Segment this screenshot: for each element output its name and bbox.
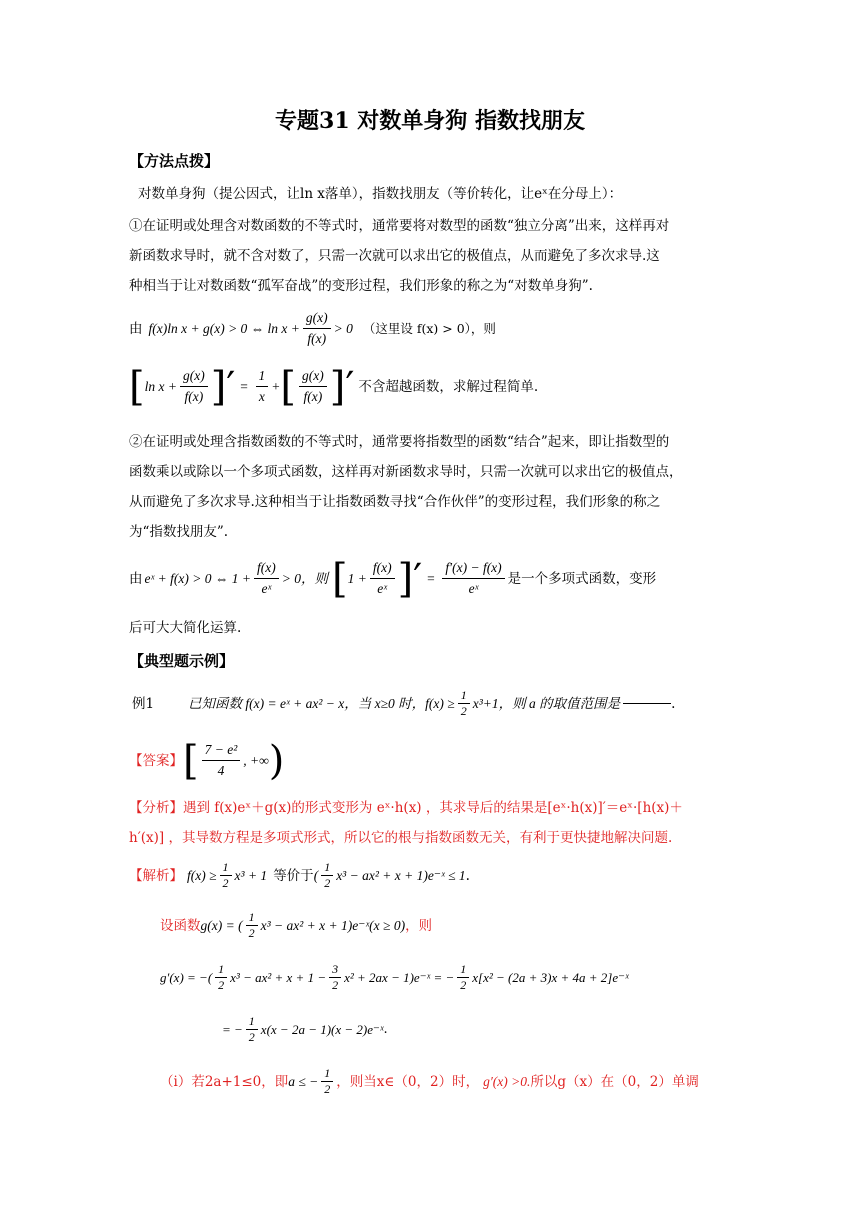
fraction-half bbox=[457, 962, 469, 993]
example-text-a: 已知函数 f(x) = eˣ + ax² − x，当 x≥0 时，f(x) ≥ bbox=[188, 695, 455, 711]
right-bracket: ]′ bbox=[397, 555, 423, 602]
solution-line-3 bbox=[160, 962, 629, 993]
fraction-numerator: g(x) bbox=[180, 366, 208, 387]
answer-label: 【答案】 bbox=[129, 752, 183, 769]
solution-b: x³ + 1 bbox=[234, 867, 268, 883]
fraction-denominator: f(x) bbox=[307, 331, 327, 346]
example-1 bbox=[132, 688, 675, 719]
paragraph-1-line-1: ①在证明或处理含对数函数的不等式时，通常要将对数型的函数“独立分离”出来，这样再对 bbox=[129, 218, 670, 234]
formula-left: f(x)ln x + g(x) > 0 ⇔ ln x + bbox=[148, 320, 300, 336]
gp-b: x³ − ax² + x + 1 − bbox=[230, 969, 327, 985]
fraction-denominator: 2 bbox=[324, 1082, 331, 1096]
g-lead: 设函数 bbox=[160, 917, 201, 934]
gp-e: x[x² − (2a + 3)x + 4a + 2]e⁻ˣ bbox=[472, 969, 629, 985]
fraction-half bbox=[321, 1066, 333, 1097]
gp2-a: = − bbox=[222, 1021, 243, 1037]
left-bracket: [ bbox=[129, 363, 145, 410]
formula-note: （这里设 f(x) > 0），则 bbox=[362, 320, 496, 336]
fraction-one-over-x bbox=[256, 366, 269, 407]
fraction-half bbox=[215, 962, 227, 993]
g-a: g(x) = ( bbox=[200, 917, 243, 933]
fraction-denominator: 4 bbox=[217, 763, 225, 778]
g-b: x³ − ax² + x + 1)e⁻ˣ(x ≥ 0) bbox=[260, 917, 406, 933]
formula-one: 1 + bbox=[347, 570, 367, 586]
fraction-numerator: 1 bbox=[457, 962, 469, 978]
fraction-numerator: 1 bbox=[321, 1066, 333, 1082]
formula-left: eˣ + f(x) > 0 ⇔ 1 + bbox=[144, 570, 251, 586]
g-tail: ，则 bbox=[405, 917, 433, 934]
fraction-denominator: 2 bbox=[324, 876, 331, 890]
fraction-denominator: f(x) bbox=[303, 389, 323, 404]
case-b: ，则当x∈（0，2）时， bbox=[336, 1073, 480, 1090]
fraction-numerator: 7 − e² bbox=[202, 740, 241, 761]
fraction-denominator: 2 bbox=[218, 978, 225, 992]
section-method-header: 【方法点拨】 bbox=[129, 152, 220, 170]
fraction-half bbox=[246, 1014, 258, 1045]
analysis-line-2: h′(x)] ，其导数方程是多项式形式，所以它的根与指数函数无关，有利于更快捷地解决问题. bbox=[129, 830, 673, 846]
left-bracket: [ bbox=[331, 555, 348, 602]
fraction-denominator: 2 bbox=[460, 704, 467, 718]
formula-log-derivative bbox=[129, 363, 539, 410]
fraction-denominator: 2 bbox=[332, 978, 339, 992]
fraction-g-over-f bbox=[180, 366, 208, 407]
case-e: 所以g（x）在（0，2）单调 bbox=[530, 1073, 699, 1090]
fraction-numerator: 1 bbox=[256, 366, 269, 387]
fraction-numerator: g(x) bbox=[299, 366, 327, 387]
formula-eq: = bbox=[426, 570, 436, 586]
formula-exp-equivalence bbox=[129, 555, 657, 602]
fraction-half bbox=[321, 860, 333, 891]
paragraph-2-line-1: ②在证明或处理含指数函数的不等式时，通常要将指数型的函数“结合”起来，即让指数型的 bbox=[129, 434, 670, 450]
fraction-numerator: 1 bbox=[215, 962, 227, 978]
right-bracket: ]′ bbox=[210, 363, 236, 410]
paragraph-2-line-3: 从而避免了多次求导.这种相当于让指数函数寻找“合作伙伴”的变形过程，我们形象的称之 bbox=[129, 494, 661, 510]
paragraph-2-line-2: 函数乘以或除以一个多项式函数，这样再对新函数求导时，只需一次就可以求出它的极值点， bbox=[129, 464, 683, 480]
fraction-numerator: f′(x) − f(x) bbox=[442, 558, 504, 579]
fraction-half bbox=[458, 688, 470, 719]
fraction-half bbox=[220, 860, 232, 891]
fraction-numerator: 1 bbox=[246, 1014, 258, 1030]
gp2-end: . bbox=[383, 1021, 388, 1037]
fraction-denominator: 2 bbox=[222, 876, 229, 890]
intro-text: 对数单身狗（提公因式，让ln x落单），指数找朋友（等价转化，让eˣ在分母上）： bbox=[138, 186, 623, 202]
formula-tail-text: 后可大大简化运算. bbox=[129, 620, 242, 636]
solution-label: 【解析】 bbox=[129, 867, 183, 884]
formula-ln: ln x + bbox=[144, 378, 177, 394]
solution-end: . bbox=[465, 867, 470, 884]
fraction-denominator: f(x) bbox=[184, 389, 204, 404]
case-a: （i）若2a+1≤0，即 bbox=[160, 1073, 289, 1090]
analysis-line-1: 【分析】遇到 f(x)eˣ＋g(x)的形式变形为 eˣ·h(x) ，其求导后的结果是[eˣ·h(x)]′＝eˣ·[h(x)＋ bbox=[129, 800, 683, 816]
fraction-answer bbox=[202, 740, 241, 781]
formula-plus: + bbox=[271, 378, 281, 394]
paragraph-2-line-4: 为“指数找朋友”. bbox=[129, 524, 229, 540]
formula-log-equivalence bbox=[129, 308, 496, 349]
answer-block bbox=[129, 737, 285, 784]
case-m: a ≤ − bbox=[288, 1073, 319, 1089]
fraction-derivative bbox=[442, 558, 504, 599]
right-paren: ) bbox=[268, 737, 285, 784]
fraction-numerator: 1 bbox=[246, 910, 258, 926]
fraction-numerator: 1 bbox=[321, 860, 333, 876]
fraction-f-over-ex bbox=[370, 558, 395, 599]
fraction-denominator: eˣ bbox=[377, 581, 388, 596]
formula-gt: > 0 bbox=[333, 320, 353, 336]
case-c: g′(x) >0. bbox=[483, 1073, 531, 1089]
formula-lead: 由 bbox=[129, 570, 143, 587]
gp-a: g′(x) = −( bbox=[160, 969, 213, 985]
solution-mid: 等价于 bbox=[273, 867, 314, 884]
formula-lead: 由 bbox=[129, 320, 143, 337]
page-title: 专题31 对数单身狗 指数找朋友 bbox=[275, 108, 585, 134]
fraction-numerator: 1 bbox=[220, 860, 232, 876]
example-label: 例1 bbox=[132, 695, 155, 712]
solution-line-4 bbox=[222, 1014, 388, 1045]
fraction-numerator: g(x) bbox=[303, 308, 331, 329]
fraction-three-halves bbox=[329, 962, 341, 993]
solution-line-2 bbox=[160, 910, 432, 941]
example-text-b: x³+1，则 a 的取值范围是 bbox=[472, 695, 621, 711]
left-bracket: [ bbox=[183, 737, 199, 784]
fraction-g-over-f bbox=[303, 308, 331, 349]
left-bracket: [ bbox=[280, 363, 296, 410]
solution-a: f(x) ≥ bbox=[187, 867, 217, 883]
fraction-denominator: 2 bbox=[460, 978, 467, 992]
solution-line-1 bbox=[129, 860, 470, 891]
fraction-denominator: 2 bbox=[248, 1030, 255, 1044]
fraction-numerator: f(x) bbox=[370, 558, 395, 579]
fraction-numerator: 3 bbox=[329, 962, 341, 978]
answer-tail: , +∞ bbox=[243, 752, 269, 768]
formula-eq: = bbox=[239, 378, 249, 394]
fraction-half bbox=[246, 910, 258, 941]
fraction-denominator: eˣ bbox=[468, 581, 479, 596]
fraction-numerator: 1 bbox=[458, 688, 470, 704]
paragraph-1-line-2: 新函数求导时，就不含对数了，只需一次就可以求出它的极值点，从而避免了多次求导.这 bbox=[129, 248, 660, 264]
formula-note: 不含超越函数，求解过程简单. bbox=[358, 378, 539, 395]
section-examples-header: 【典型题示例】 bbox=[129, 652, 235, 670]
fraction-denominator: x bbox=[258, 389, 265, 404]
solution-c: ( bbox=[313, 867, 319, 883]
formula-note: 是一个多项式函数，变形 bbox=[507, 570, 657, 587]
fraction-f-over-ex bbox=[254, 558, 279, 599]
fraction-numerator: f(x) bbox=[254, 558, 279, 579]
gp2-b: x(x − 2a − 1)(x − 2)e⁻ˣ bbox=[260, 1021, 384, 1037]
solution-case-1 bbox=[160, 1066, 699, 1097]
right-bracket: ]′ bbox=[329, 363, 355, 410]
fraction-denominator: 2 bbox=[248, 926, 255, 940]
paragraph-1-line-3: 种相当于让对数函数“孤军奋战”的变形过程，我们形象的称之为“对数单身狗”. bbox=[129, 278, 593, 294]
fraction-denominator: eˣ bbox=[261, 581, 272, 596]
example-end: . bbox=[671, 695, 676, 712]
answer-blank bbox=[623, 703, 671, 704]
solution-e: x³ − ax² + x + 1)e⁻ˣ ≤ 1 bbox=[336, 867, 466, 883]
formula-gt: > 0，则 bbox=[281, 570, 328, 586]
fraction-g-over-f bbox=[299, 366, 327, 407]
gp-c: x² + 2ax − 1)e⁻ˣ = − bbox=[344, 969, 455, 985]
